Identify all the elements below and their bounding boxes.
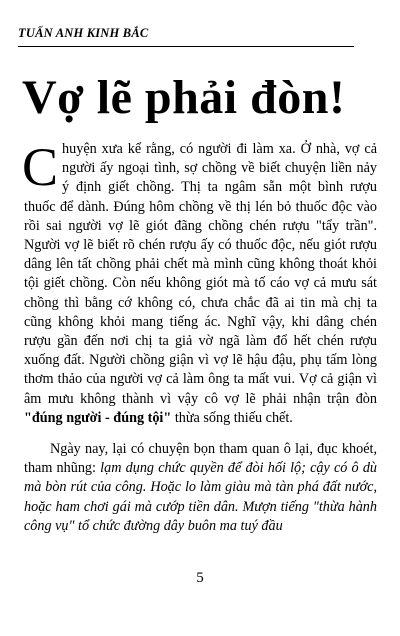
header-divider bbox=[18, 46, 354, 47]
paragraph-1-text: huyện xưa kể rằng, có người đi làm xa. Ở nhà, vợ cả người ấy ngoại tình, sợ chồng về biết chuyện liền nảy ý định giết chồng. Thị ta ngâm sẵn một bình rượu thuốc để dành. Đúng hôm chồng về thị lén bỏ thuốc độc vào rồi sai người vợ lẽ giót đãng chồng chén rượu "tẩy trần". Người vợ lẽ biết rõ chén rượu ấy có thuốc độc, nếu giót rượu dâng lên tất chồng phải chết mà mình cũng không thoát khỏi tội giết chồng. Còn nếu không giót mà tố cáo vợ cả mưu sát chồng thì bằng cớ không có, chưa chắc đã ai tin mà chị ta cũng không khỏi mang tiếng ác. Nghĩ vậy, khi dâng chén rượu gần đến nơi chị ta giả vờ ngã làm đổ hết chén rượu xuống đất. Người chồng giận vì vợ lẽ hậu đậu, phụ tấm lòng thơm thảo của người vợ cả làm ông ta mất vui. Vợ cả giận vì âm mưu không thành vì vậy cô vợ lẽ phải nhận trận đòn bbox=[24, 141, 377, 407]
drop-cap: C bbox=[22, 137, 59, 197]
paragraph-1 bbox=[22, 137, 377, 428]
page-number: 5 bbox=[196, 570, 204, 586]
article-body bbox=[22, 137, 378, 536]
running-header: TUẤN ANH KINH BẮC bbox=[18, 26, 149, 40]
paragraph-1-bold: "đúng người - đúng tội" bbox=[24, 409, 172, 426]
paragraph-2-italic: lạm dụng chức quyền để đòi hối lộ; cậy có ô dù mà bòn rút của công. Hoặc lo làm giàu mà tàn phá đất nước, hoặc ham chơi gái mà cướp tiền dân. Mượn tiếng "thừa hành công vụ" tổ chức đường dây buôn ma tuý đầu bbox=[24, 460, 378, 534]
paragraph-1-tail: thừa sống thiếu chết. bbox=[171, 409, 293, 426]
paragraph-2 bbox=[24, 440, 377, 536]
paragraph-2-lead: Ngày nay, lại có chuyện bọn tham quan ô lại, đục khoét, tham nhũng: bbox=[24, 441, 377, 477]
article-title: Vợ lẽ phải đòn! bbox=[22, 71, 346, 124]
